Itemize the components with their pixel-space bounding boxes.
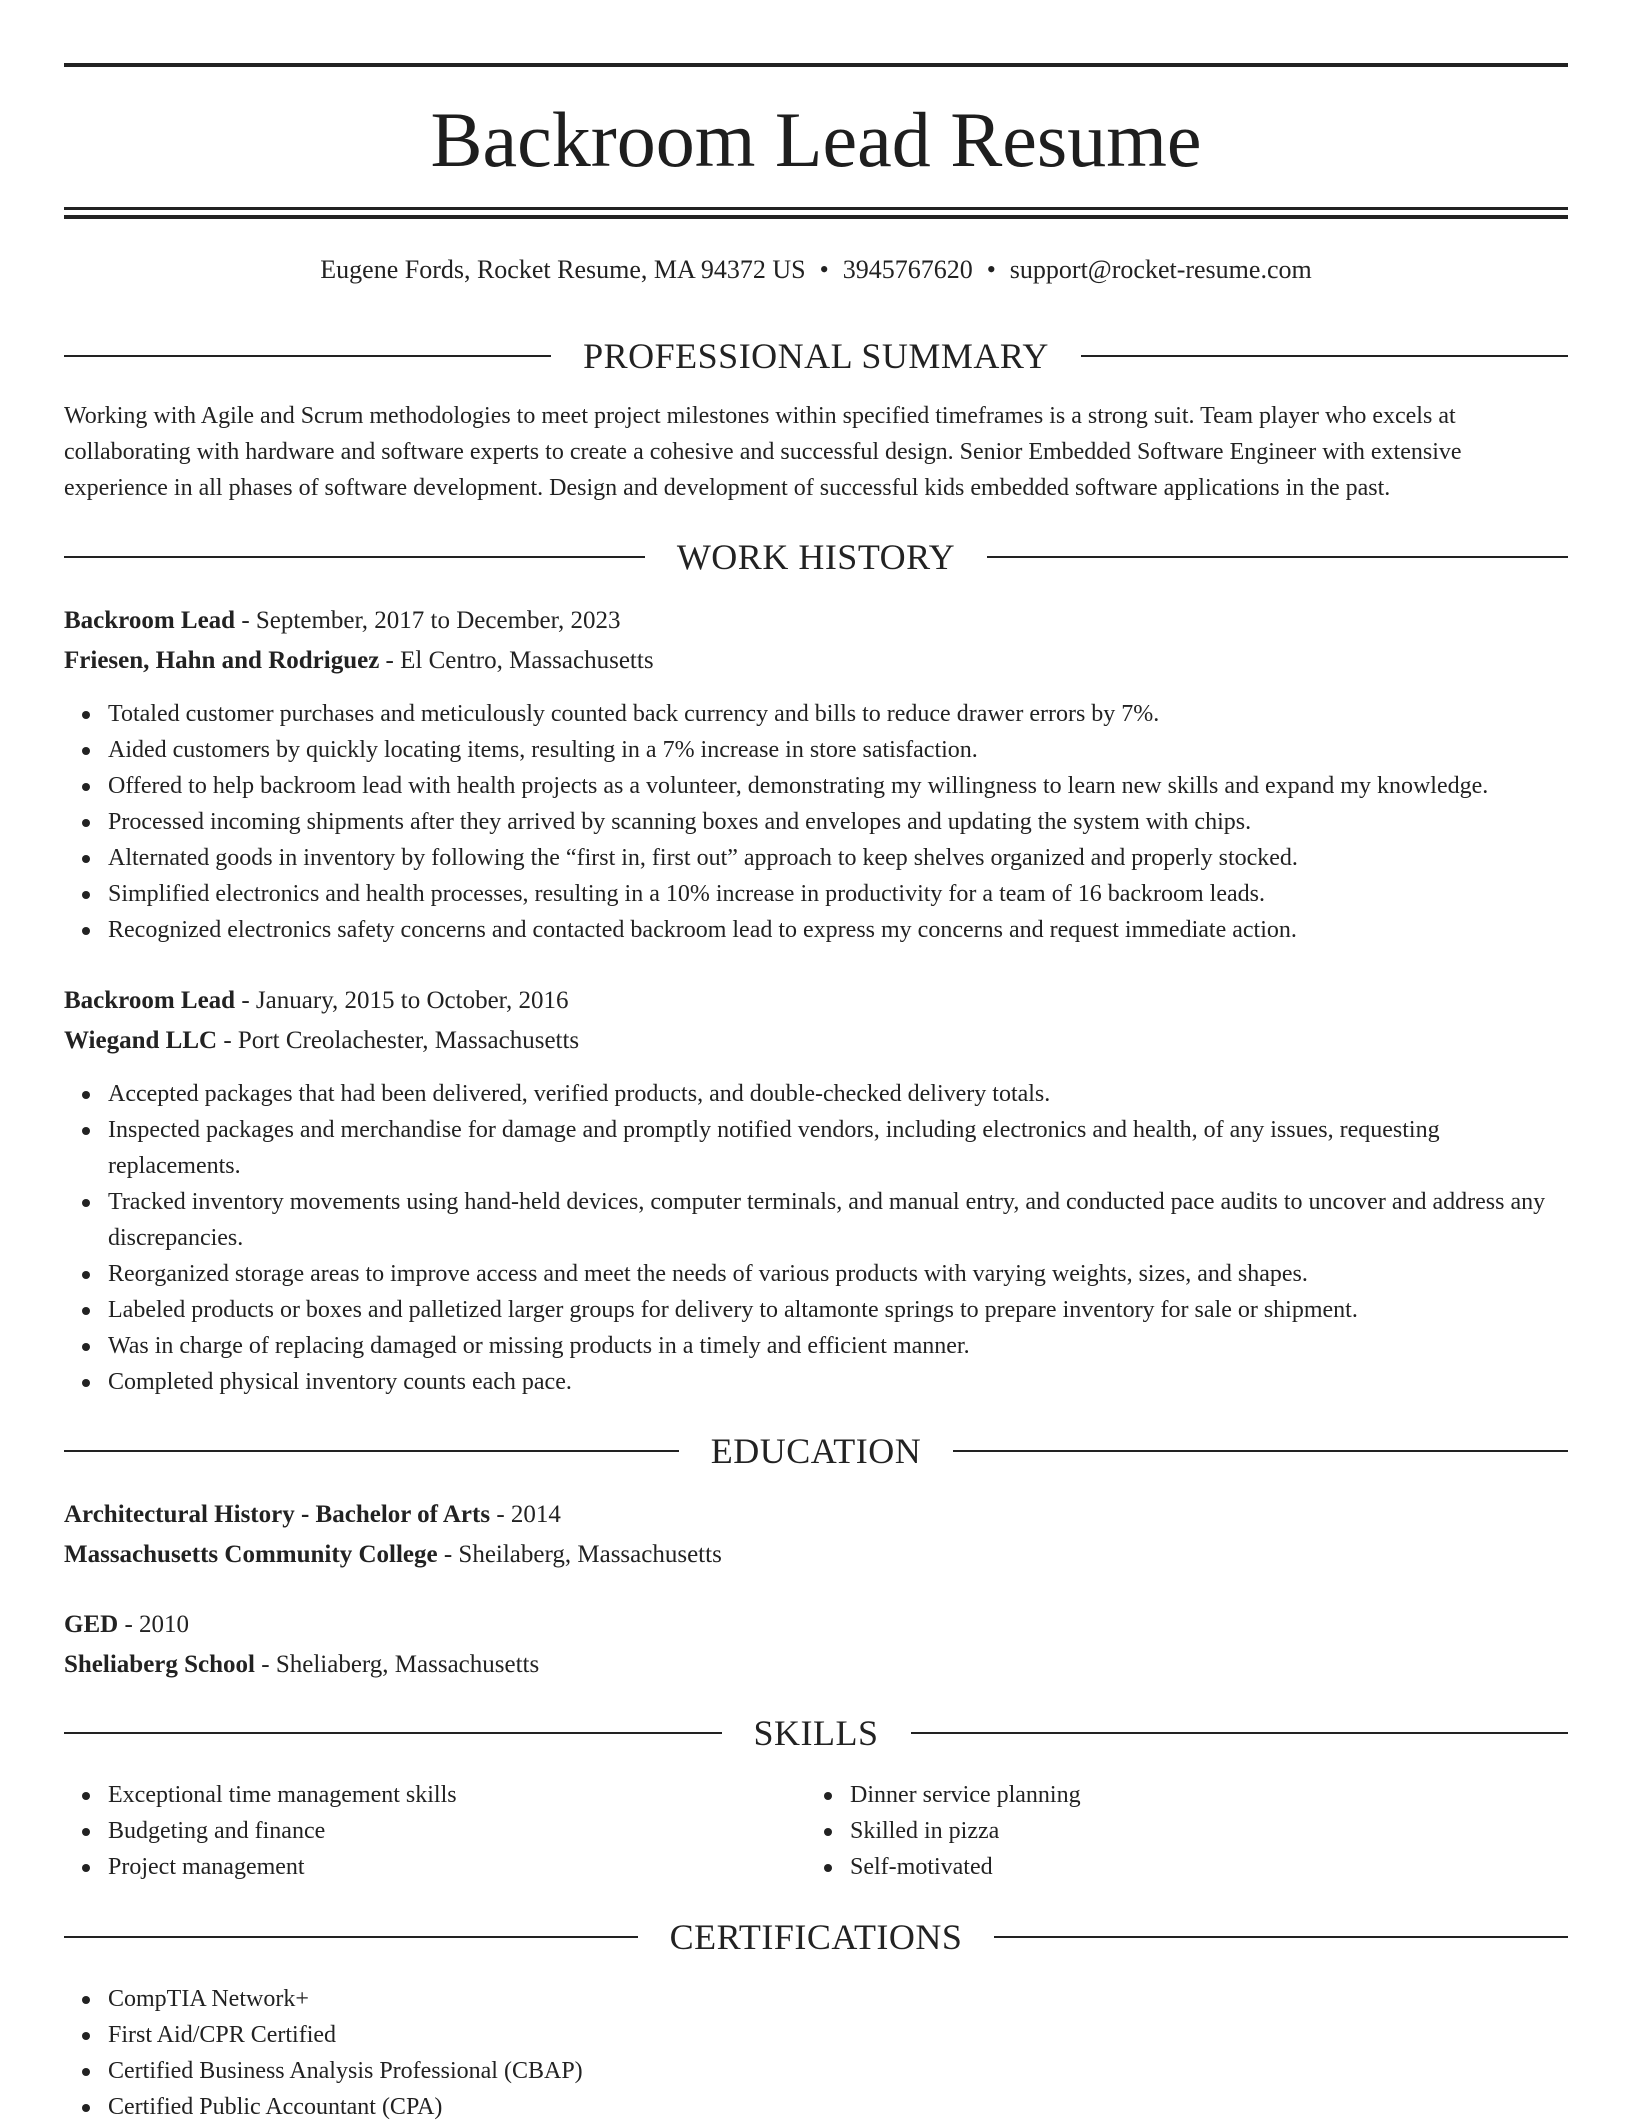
title-double-rule bbox=[64, 207, 1568, 219]
section-heading-education bbox=[64, 1431, 1568, 1471]
section-heading-skills bbox=[64, 1713, 1568, 1753]
job-bullets bbox=[64, 696, 1568, 948]
heading-rule bbox=[987, 556, 1568, 558]
summary-text: Working with Agile and Scrum methodologies to meet project milestones within specified timeframes is a strong suit. Team player who excels at collaborating with hardware and software experts to create a cohesive and successful design. Senior Embedded Software Engineer with extensive experience in all phases of software development. Design and development of successful kids embedded software applications in the past. bbox=[64, 403, 1462, 501]
job-location: - Port Creolachester, Massachusetts bbox=[217, 1027, 580, 1054]
job-title-line bbox=[64, 603, 1568, 639]
section-title: SKILLS bbox=[753, 1713, 879, 1753]
list-item: Certified Public Accountant (CPA) bbox=[108, 2089, 1568, 2125]
education-school: Sheliaberg School bbox=[64, 1651, 255, 1678]
list-item: Inspected packages and merchandise for damage and promptly notified vendors, including electronics and health, of any issues, requesting replacements. bbox=[108, 1112, 1568, 1184]
list-item: Reorganized storage areas to improve access and meet the needs of various products with varying weights, sizes, and shapes. bbox=[108, 1256, 1568, 1292]
education-degree-line bbox=[64, 1607, 1568, 1643]
list-item: Exceptional time management skills bbox=[108, 1777, 457, 1813]
list-item: CompTIA Network+ bbox=[108, 1981, 1568, 2017]
job-dates: - September, 2017 to December, 2023 bbox=[235, 607, 621, 634]
list-item: Offered to help backroom lead with health projects as a volunteer, demonstrating my willingness to learn new skills and expand my knowledge. bbox=[108, 768, 1568, 804]
education-year: - 2014 bbox=[490, 1501, 561, 1528]
list-item: Processed incoming shipments after they arrived by scanning boxes and envelopes and updating the system with chips. bbox=[108, 804, 1568, 840]
list-item: Project management bbox=[108, 1849, 457, 1885]
list-item: Was in charge of replacing damaged or missing products in a timely and efficient manner. bbox=[108, 1328, 1568, 1364]
list-item: Skilled in pizza bbox=[850, 1813, 1081, 1849]
skills-column-right bbox=[806, 1777, 1081, 1885]
job-company: Friesen, Hahn and Rodriguez bbox=[64, 647, 380, 674]
job-company: Wiegand LLC bbox=[64, 1027, 218, 1054]
heading-rule bbox=[64, 1450, 679, 1452]
contact-phone: 3945767620 bbox=[842, 255, 973, 284]
job-title-line bbox=[64, 983, 1568, 1019]
list-item: Budgeting and finance bbox=[108, 1813, 457, 1849]
job-title: Backroom Lead bbox=[64, 987, 236, 1014]
heading-rule bbox=[994, 1936, 1568, 1938]
resume-title: Backroom Lead Resume bbox=[430, 96, 1202, 183]
list-item: First Aid/CPR Certified bbox=[108, 2017, 1568, 2053]
education-degree: GED bbox=[64, 1611, 119, 1638]
education-location: - Sheilaberg, Massachusetts bbox=[437, 1541, 722, 1568]
list-item: Accepted packages that had been delivered, verified products, and double-checked delivery totals. bbox=[108, 1076, 1568, 1112]
heading-rule bbox=[64, 556, 645, 558]
list-item: Tracked inventory movements using hand-held devices, computer terminals, and manual entry, and conducted pace audits to uncover and address any discrepancies. bbox=[108, 1184, 1568, 1256]
list-item: Dinner service planning bbox=[850, 1777, 1081, 1813]
section-title: EDUCATION bbox=[710, 1431, 922, 1471]
contact-separator: • bbox=[819, 255, 829, 284]
section-title: PROFESSIONAL SUMMARY bbox=[583, 336, 1049, 376]
section-heading-summary bbox=[64, 336, 1568, 376]
education-degree: Architectural History - Bachelor of Arts bbox=[64, 1501, 491, 1528]
contact-email: support@rocket-resume.com bbox=[1009, 255, 1312, 284]
education-school-line bbox=[64, 1537, 1568, 1573]
education-location: - Sheliaberg, Massachusetts bbox=[255, 1651, 540, 1678]
skills-list bbox=[64, 1777, 1568, 1897]
heading-rule bbox=[1081, 355, 1568, 357]
job-company-line bbox=[64, 643, 1568, 679]
job-location: - El Centro, Massachusetts bbox=[379, 647, 654, 674]
heading-rule bbox=[64, 1732, 722, 1734]
section-title: WORK HISTORY bbox=[676, 537, 956, 577]
list-item: Aided customers by quickly locating items, resulting in a 7% increase in store satisfaction. bbox=[108, 732, 1568, 768]
list-item: Totaled customer purchases and meticulously counted back currency and bills to reduce drawer errors by 7%. bbox=[108, 696, 1568, 732]
job-dates: - January, 2015 to October, 2016 bbox=[235, 987, 569, 1014]
list-item: Certified Business Analysis Professional (CBAP) bbox=[108, 2053, 1568, 2089]
contact-separator: • bbox=[986, 255, 996, 284]
job-bullets bbox=[64, 1076, 1568, 1400]
heading-rule bbox=[953, 1450, 1568, 1452]
top-rule bbox=[64, 63, 1568, 67]
education-degree-line bbox=[64, 1497, 1568, 1533]
section-heading-work-history bbox=[64, 537, 1568, 577]
heading-rule bbox=[64, 1936, 638, 1938]
list-item: Self-motivated bbox=[850, 1849, 1081, 1885]
education-school-line bbox=[64, 1647, 1568, 1683]
certifications-list bbox=[64, 1981, 1568, 2125]
list-item: Recognized electronics safety concerns and contacted backroom lead to express my concerns and request immediate action. bbox=[108, 912, 1568, 948]
job-title: Backroom Lead bbox=[64, 607, 236, 634]
contact-address: Eugene Fords, Rocket Resume, MA 94372 US bbox=[320, 255, 806, 284]
list-item: Simplified electronics and health processes, resulting in a 10% increase in productivity for a team of 16 backroom leads. bbox=[108, 876, 1568, 912]
section-heading-certifications bbox=[64, 1917, 1568, 1957]
education-year: - 2010 bbox=[118, 1611, 190, 1638]
list-item: Alternated goods in inventory by following the “first in, first out” approach to keep shelves organized and properly stocked. bbox=[108, 840, 1568, 876]
list-item: Completed physical inventory counts each pace. bbox=[108, 1364, 1568, 1400]
contact-line bbox=[64, 253, 1568, 287]
heading-rule bbox=[64, 355, 551, 357]
heading-rule bbox=[911, 1732, 1569, 1734]
section-title: CERTIFICATIONS bbox=[669, 1917, 963, 1957]
skills-column-left bbox=[64, 1777, 457, 1885]
education-school: Massachusetts Community College bbox=[64, 1541, 438, 1568]
list-item: Labeled products or boxes and palletized larger groups for delivery to altamonte springs to prepare inventory for sale or shipment. bbox=[108, 1292, 1568, 1328]
job-company-line bbox=[64, 1023, 1568, 1059]
